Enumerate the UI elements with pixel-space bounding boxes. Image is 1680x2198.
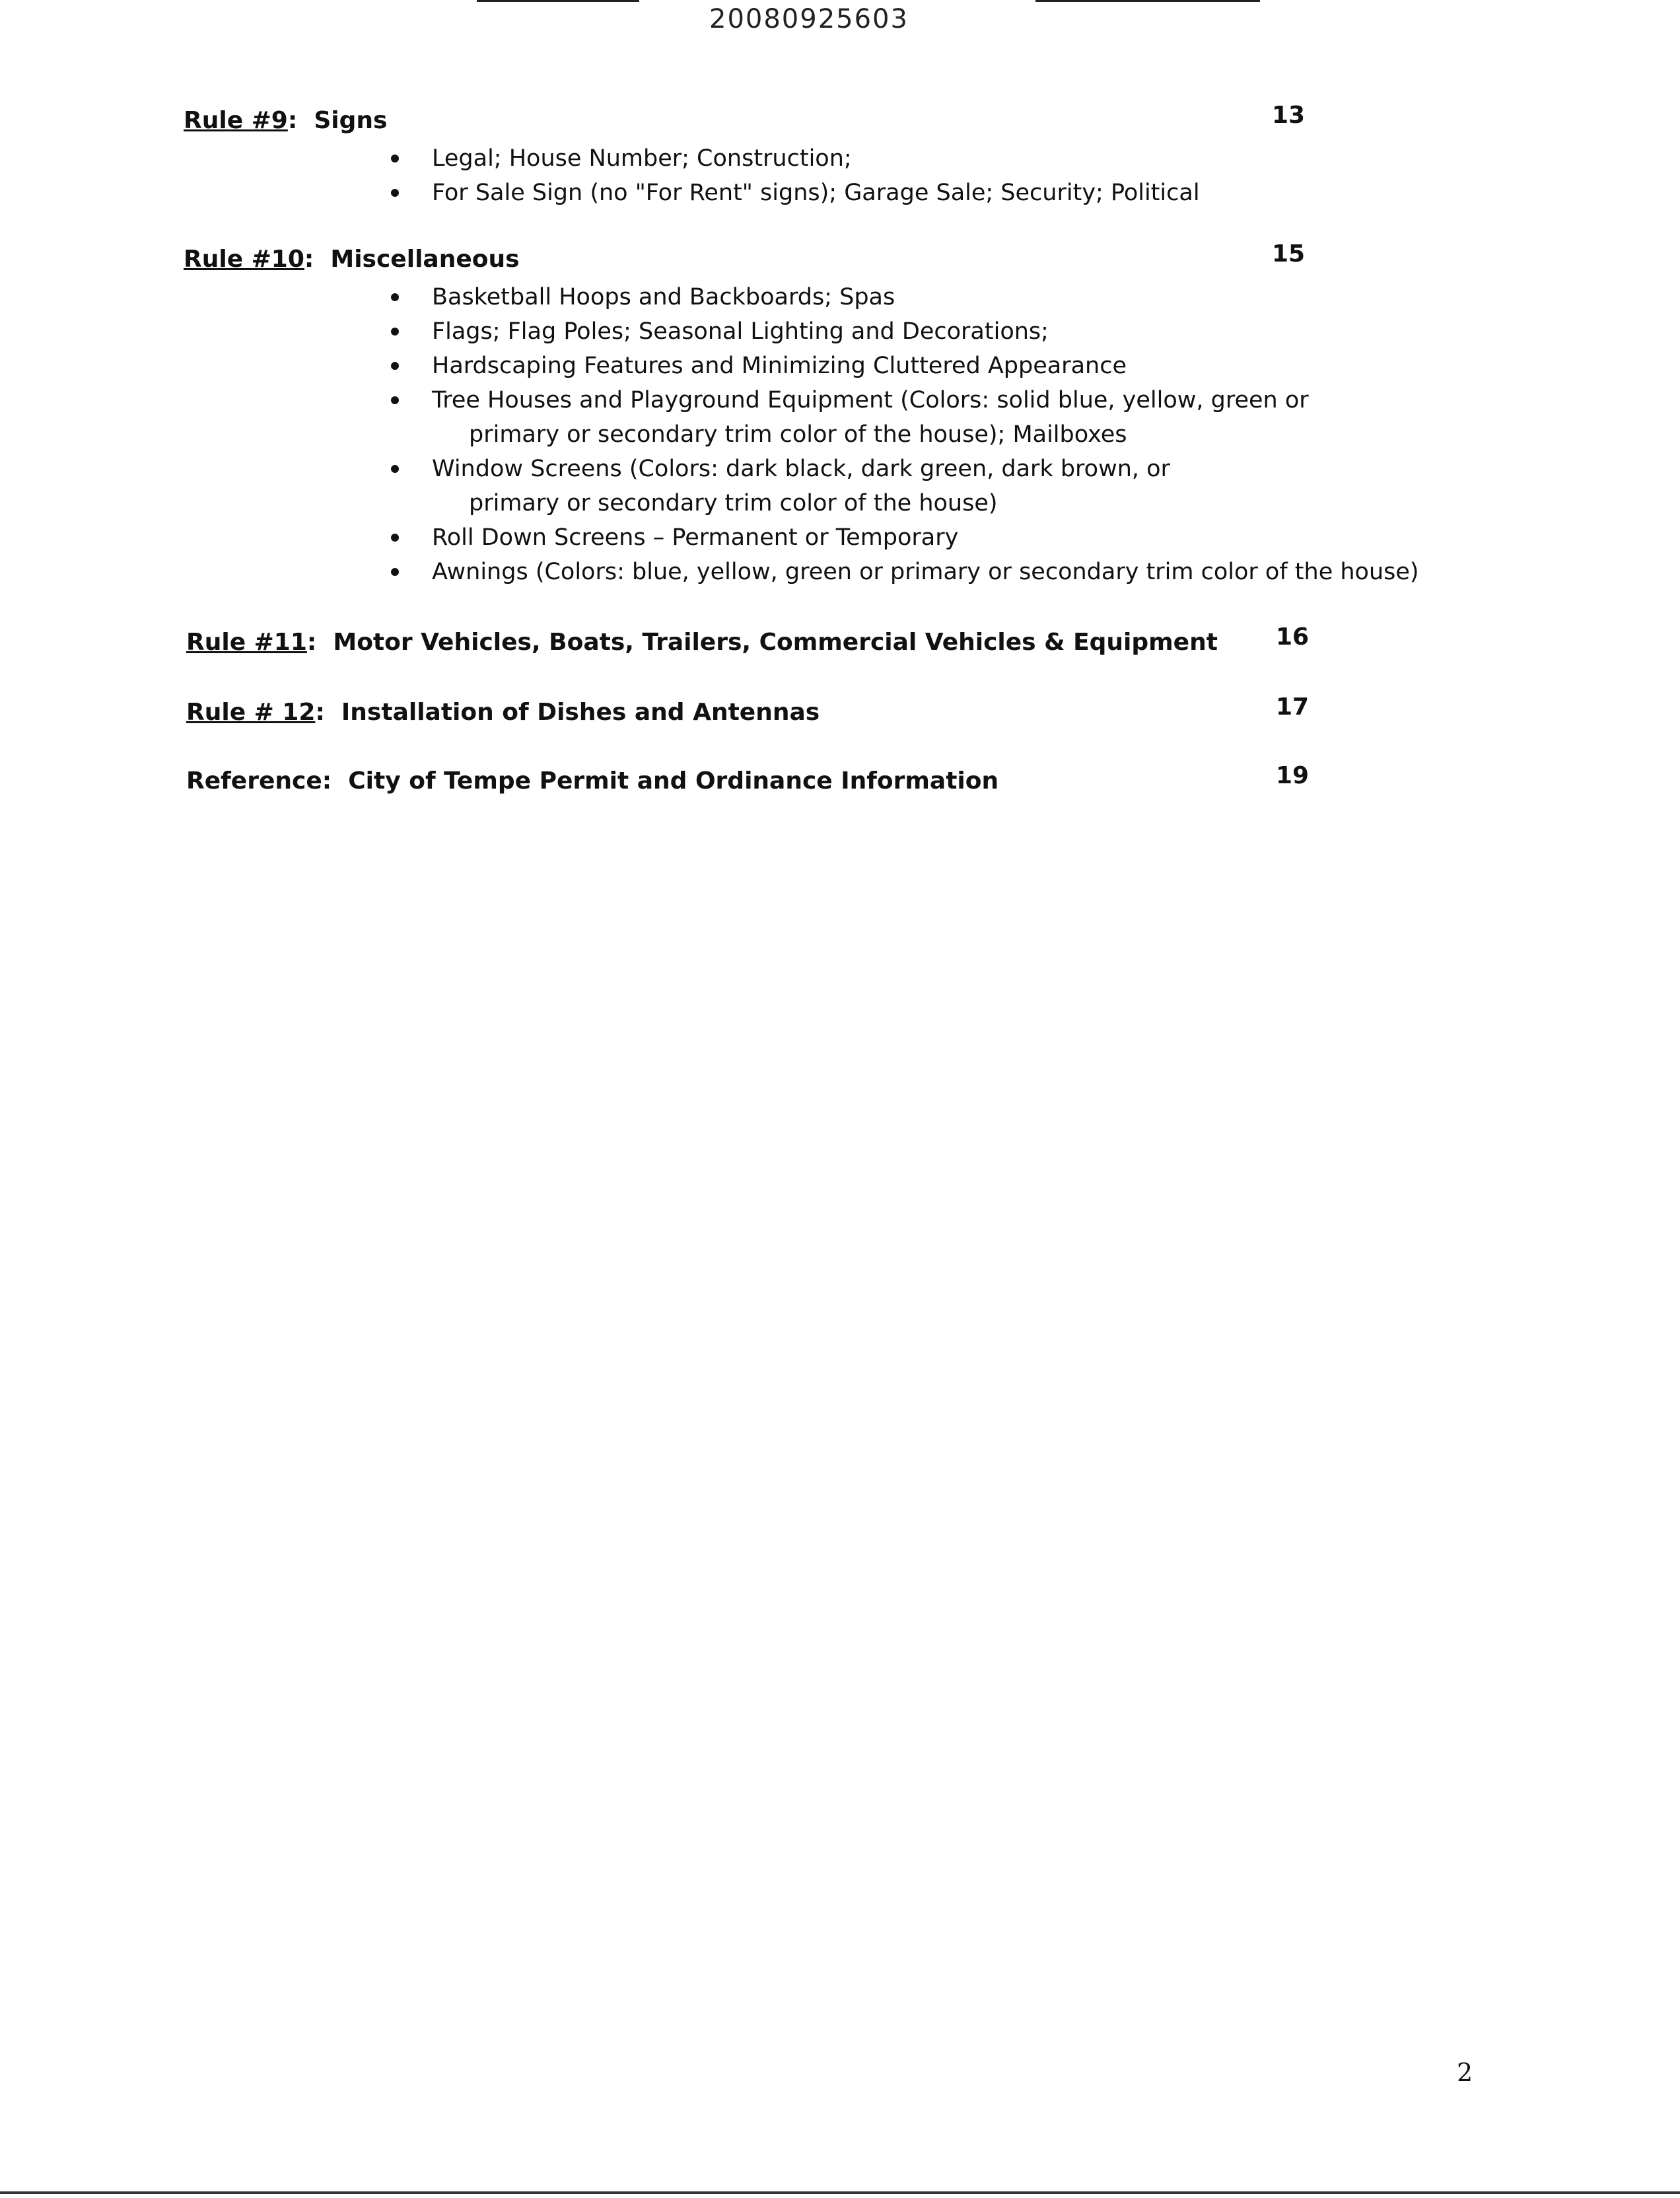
list-item: Basketball Hoops and Backboards; Spas [432,280,1680,314]
list-item: Awnings (Colors: blue, yellow, green or primary or secondary trim color of the house) [432,555,1680,589]
toc-entry-reference [186,762,1322,804]
list-item: Tree Houses and Playground Equipment (Colors: solid blue, yellow, green or [432,383,1680,417]
bullet-icon [391,568,399,576]
rule-9-bullet-list [432,141,1680,210]
scan-edge-mark [477,0,639,2]
bullet-icon [391,155,399,162]
list-item: Window Screens (Colors: dark black, dark green, dark brown, or [432,452,1680,486]
rule-title: Miscellaneous [330,246,520,273]
bullet-icon [391,465,399,473]
toc-entry-rule-10: Rule #10: Miscellaneous 15 [184,240,1306,273]
bullet-icon [391,328,399,336]
bullet-icon [391,293,399,301]
rule-10-bullet-list [432,280,1680,589]
rule-label: Rule #9 [184,107,288,134]
list-item: For Sale Sign (no "For Rent" signs); Garage Sale; Security; Political [432,176,1680,210]
toc-page-number: 15 [1272,240,1306,267]
bullet-icon [391,396,399,404]
bullet-icon [391,362,399,370]
rule-title: Signs [314,107,388,134]
list-item: Roll Down Screens – Permanent or Temporary [432,520,1680,555]
list-item: Hardscaping Features and Minimizing Cluttered Appearance [432,349,1680,383]
list-item-continuation: primary or secondary trim color of the house); Mailboxes [469,421,1127,448]
list-item: Flags; Flag Poles; Seasonal Lighting and Decorations; [432,314,1680,349]
list-item-continuation: primary or secondary trim color of the house) [469,490,998,516]
reference-label: Reference: [186,767,332,795]
rule-title: Installation of Dishes and Antennas [341,699,820,726]
toc-page-number: 13 [1272,102,1306,129]
toc-page-number: 17 [1276,693,1310,721]
reference-title: City of Tempe Permit and Ordinance Information [348,767,999,795]
document-id: 20080925603 [709,4,909,34]
toc-entry-rule-9: Rule #9: Signs 13 [184,102,1306,134]
page-number: 2 [1457,2058,1473,2087]
list-item: Legal; House Number; Construction; [432,141,1680,176]
toc-entry-rule-12: Rule # 12: Installation of Dishes and Antennas 17 [186,693,1310,726]
rule-label: Rule #10 [184,246,304,273]
scan-edge-mark [1035,0,1260,2]
toc-entry-rule-11: Rule #11: Motor Vehicles, Boats, Trailers, Commercial Vehicles & Equipment 16 [186,623,1310,656]
toc-page-number: 19 [1276,762,1310,789]
scan-edge-mark [0,2191,1680,2194]
rule-label: Rule #11 [186,629,307,656]
rule-label: Rule # 12 [186,699,316,726]
toc-page-number: 16 [1276,623,1310,651]
bullet-icon [391,534,399,542]
rule-title: Motor Vehicles, Boats, Trailers, Commercial Vehicles & Equipment [333,629,1218,656]
bullet-icon [391,189,399,197]
